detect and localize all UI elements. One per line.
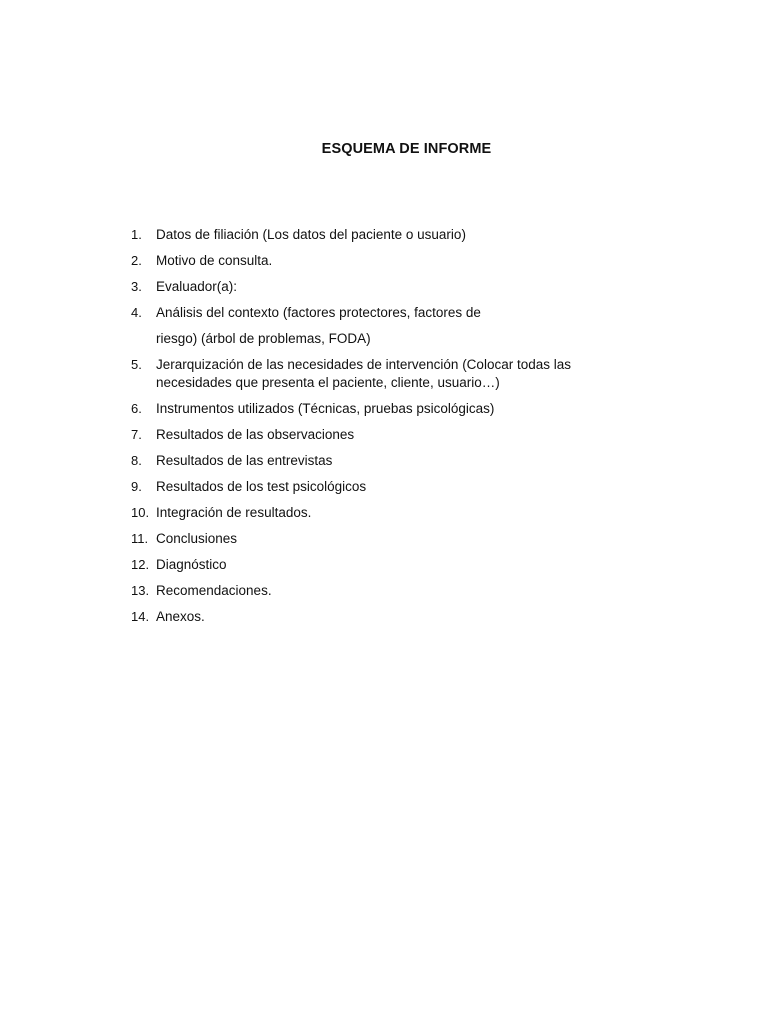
item-number: 8.	[131, 453, 142, 468]
item-text: Análisis del contexto (factores protectores, factores de	[156, 305, 481, 320]
item-number: 7.	[131, 427, 142, 442]
list-item	[131, 356, 601, 392]
document-title: ESQUEMA DE INFORME	[321, 141, 492, 157]
list-item	[131, 252, 601, 270]
list-item	[131, 608, 601, 626]
item-text: Resultados de las entrevistas	[156, 453, 333, 468]
list-item	[131, 530, 601, 548]
item-number: 14.	[131, 609, 150, 624]
item-number: 12.	[131, 557, 150, 572]
list-item	[131, 400, 601, 418]
list-item	[131, 582, 601, 600]
item-number: 11.	[131, 531, 149, 546]
item-number: 6.	[131, 401, 142, 416]
item-text: Datos de filiación (Los datos del paciente o usuario)	[156, 227, 466, 242]
item-number: 9.	[131, 479, 142, 494]
item-text: Integración de resultados.	[156, 505, 312, 520]
item-text: Jerarquización de las necesidades de intervención (Colocar todas las necesidades que presenta el paciente, cliente, usuario…)	[156, 357, 571, 390]
list-item	[131, 556, 601, 574]
item-number: 3.	[131, 279, 142, 294]
item-text: Resultados de las observaciones	[156, 427, 355, 442]
item-number: 2.	[131, 253, 142, 268]
list-item	[131, 278, 601, 296]
item-text: Motivo de consulta.	[156, 253, 273, 268]
list-item	[131, 426, 601, 444]
item-number: 1.	[131, 227, 142, 242]
item-text: Recomendaciones.	[156, 583, 272, 598]
item-text: Resultados de los test psicológicos	[156, 479, 367, 494]
item-number: 13.	[131, 583, 150, 598]
item-text: Diagnóstico	[156, 557, 227, 572]
list-item	[131, 304, 601, 348]
list-item	[131, 226, 601, 244]
item-text-continued: riesgo) (árbol de problemas, FODA)	[156, 331, 371, 346]
list-item	[131, 452, 601, 470]
item-text: Conclusiones	[156, 531, 238, 546]
item-number: 10.	[131, 505, 150, 520]
item-text: Evaluador(a):	[156, 279, 238, 294]
item-text: Instrumentos utilizados (Técnicas, pruebas psicológicas)	[156, 401, 495, 416]
list-item	[131, 478, 601, 496]
outline-list	[131, 226, 601, 626]
item-number: 5.	[131, 357, 142, 372]
item-number: 4.	[131, 305, 142, 320]
list-item	[131, 504, 601, 522]
item-text: Anexos.	[156, 609, 205, 624]
